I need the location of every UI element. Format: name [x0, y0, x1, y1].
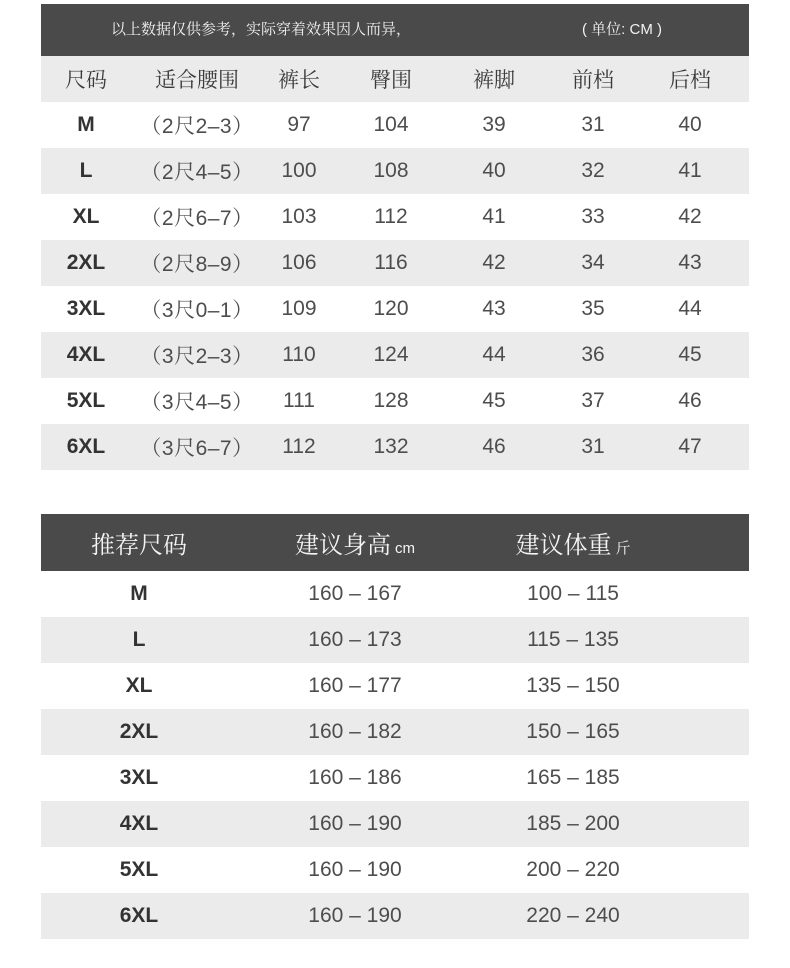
cell-size: 5XL: [119, 858, 159, 881]
header-recommended-size: 推荐尺码: [91, 532, 187, 559]
cell-height: 160 – 190: [308, 858, 402, 881]
cell-length: 103: [281, 205, 317, 228]
table-row: [41, 893, 749, 939]
cell-weight: 100 – 115: [527, 582, 619, 605]
cell-weight: 115 – 135: [527, 628, 619, 651]
header-back-rise: 后档: [669, 69, 711, 92]
cell-hip: 112: [374, 205, 408, 228]
cell-height: 160 – 186: [308, 766, 402, 789]
cell-front-rise: 34: [581, 251, 605, 274]
cell-back-rise: 42: [678, 205, 702, 228]
table-row: [41, 148, 749, 194]
cell-back-rise: 44: [678, 297, 702, 320]
cell-size: L: [132, 628, 146, 651]
cell-size: 6XL: [119, 904, 159, 927]
cell-height: 160 – 182: [308, 720, 402, 743]
header-suggested-height: 建议身高 cm: [295, 532, 415, 559]
cell-length: 110: [282, 343, 316, 366]
table-row: [41, 709, 749, 755]
height-unit: cm: [395, 540, 415, 557]
cell-hip: 120: [373, 297, 409, 320]
cell-size: 6XL: [66, 435, 106, 458]
cell-size: 3XL: [119, 766, 159, 789]
cell-hip: 132: [373, 435, 409, 458]
cell-length: 112: [282, 435, 316, 458]
cell-leg-opening: 39: [482, 113, 506, 136]
cell-hip: 116: [374, 251, 408, 274]
table-row: [41, 102, 749, 148]
table-row: [41, 755, 749, 801]
header-size: 尺码: [65, 69, 107, 92]
cell-size: M: [77, 113, 95, 136]
recommend-header-row: [41, 514, 749, 571]
cell-weight: 185 – 200: [526, 812, 620, 835]
cell-leg-opening: 46: [482, 435, 506, 458]
cell-size: 4XL: [66, 343, 106, 366]
header-hip: 臀围: [370, 69, 412, 92]
cell-leg-opening: 40: [482, 159, 506, 182]
table-row: [41, 801, 749, 847]
cell-length: 100: [281, 159, 317, 182]
cell-height: 160 – 190: [308, 904, 402, 927]
cell-waist: （2尺8–9）: [140, 253, 254, 276]
cell-back-rise: 45: [678, 343, 702, 366]
cell-back-rise: 41: [678, 159, 702, 182]
cell-hip: 104: [373, 113, 409, 136]
size-recommendation-table: [41, 514, 749, 939]
table-row: [41, 286, 749, 332]
cell-length: 97: [287, 113, 311, 136]
cell-front-rise: 31: [581, 113, 605, 136]
cell-size: XL: [125, 674, 153, 697]
header-leg-opening: 裤脚: [473, 69, 515, 92]
cell-height: 160 – 173: [308, 628, 402, 651]
cell-weight: 165 – 185: [526, 766, 620, 789]
cell-height: 160 – 167: [308, 582, 402, 605]
unit-label: ( 单位: CM ): [582, 21, 662, 38]
cell-waist: （2尺2–3）: [140, 115, 254, 138]
cell-size: 3XL: [66, 297, 106, 320]
cell-leg-opening: 41: [482, 205, 506, 228]
header-front-rise: 前档: [572, 69, 614, 92]
table-banner: [41, 4, 749, 56]
table-row: [41, 240, 749, 286]
cell-size: L: [79, 159, 93, 182]
cell-front-rise: 37: [581, 389, 605, 412]
cell-waist: （2尺4–5）: [140, 161, 254, 184]
cell-size: 4XL: [119, 812, 159, 835]
cell-hip: 128: [373, 389, 409, 412]
cell-weight: 200 – 220: [526, 858, 620, 881]
table-row: [41, 663, 749, 709]
cell-leg-opening: 42: [482, 251, 506, 274]
cell-size: M: [130, 582, 148, 605]
cell-length: 111: [283, 389, 315, 412]
cell-back-rise: 40: [678, 113, 702, 136]
header-waist: 适合腰围: [155, 69, 239, 92]
cell-weight: 150 – 165: [526, 720, 620, 743]
cell-front-rise: 36: [581, 343, 605, 366]
cell-front-rise: 33: [581, 205, 605, 228]
cell-waist: （3尺2–3）: [140, 345, 254, 368]
cell-size: 2XL: [66, 251, 106, 274]
cell-length: 106: [281, 251, 317, 274]
header-length: 裤长: [278, 69, 320, 92]
cell-height: 160 – 190: [308, 812, 402, 835]
cell-front-rise: 31: [581, 435, 605, 458]
cell-leg-opening: 43: [482, 297, 506, 320]
table-row: [41, 194, 749, 240]
disclaimer-note: 以上数据仅供参考，实际穿着效果因人而异，: [111, 21, 412, 38]
cell-front-rise: 32: [581, 159, 605, 182]
cell-weight: 135 – 150: [526, 674, 620, 697]
table-row: [41, 847, 749, 893]
weight-unit: 斤: [615, 540, 631, 557]
cell-back-rise: 47: [678, 435, 702, 458]
cell-size: XL: [72, 205, 100, 228]
table-row: [41, 378, 749, 424]
size-measurement-table: [41, 4, 749, 470]
cell-waist: （3尺6–7）: [140, 437, 254, 460]
cell-leg-opening: 44: [482, 343, 506, 366]
cell-front-rise: 35: [581, 297, 605, 320]
cell-length: 109: [281, 297, 317, 320]
cell-size: 5XL: [66, 389, 106, 412]
header-suggested-weight: 建议体重 斤: [515, 532, 631, 559]
table-row: [41, 424, 749, 470]
cell-back-rise: 46: [678, 389, 702, 412]
cell-weight: 220 – 240: [526, 904, 620, 927]
cell-height: 160 – 177: [308, 674, 402, 697]
cell-leg-opening: 45: [482, 389, 506, 412]
cell-waist: （2尺6–7）: [140, 207, 254, 230]
table-row: [41, 332, 749, 378]
table-row: [41, 617, 749, 663]
cell-hip: 108: [373, 159, 409, 182]
cell-hip: 124: [373, 343, 409, 366]
cell-waist: （3尺4–5）: [140, 391, 254, 414]
table-header-row: [41, 56, 749, 102]
cell-waist: （3尺0–1）: [140, 299, 254, 322]
cell-size: 2XL: [119, 720, 159, 743]
cell-back-rise: 43: [678, 251, 702, 274]
table-row: [41, 571, 749, 617]
